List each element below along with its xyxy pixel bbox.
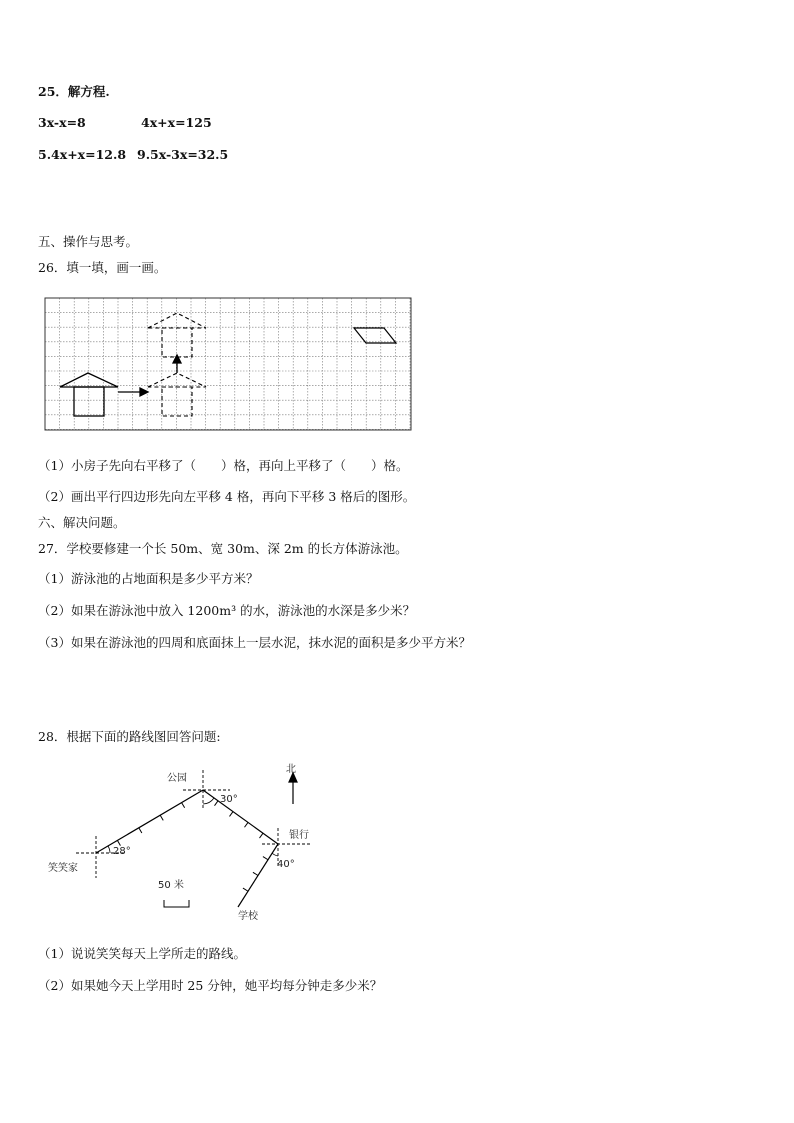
q25-equation-4: 9.5x-3x=32.5: [137, 147, 229, 162]
home-label: 笑笑家: [48, 863, 78, 874]
q28-sub-2: （2）如果她今天上学用时 25 分钟，她平均每分钟走多少米？: [38, 978, 383, 993]
north-arrow-icon: [289, 773, 297, 804]
bank-label: 银行: [289, 830, 309, 841]
angle-home-label: 28°: [113, 846, 131, 857]
section-5-title: 五、操作与思考。: [38, 234, 139, 249]
angle-park-label: 30°: [220, 794, 238, 805]
grid-border: [45, 298, 411, 430]
parallelogram: [354, 328, 396, 343]
q26-sub-2: （2）画出平行四边形先向左平移 4 格，再向下平移 3 格后的图形。: [38, 489, 416, 504]
arrow-right-icon: [118, 388, 148, 396]
scale-label: 50 米: [158, 880, 184, 891]
q27-sub-2: （2）如果在游泳池中放入 1200m³ 的水，游泳池的水深是多少米？: [38, 603, 416, 618]
q26-title: 26．填一填，画一画。: [38, 260, 167, 275]
route-ticks: [117, 801, 268, 891]
arrow-up-icon: [173, 355, 181, 373]
dashed-house-moved-up: [148, 313, 206, 357]
park-label: 公园: [167, 773, 187, 784]
angle-bank-label: 40°: [277, 859, 295, 870]
grid-lines: [45, 298, 411, 430]
q26-sub-1: （1）小房子先向右平移了（ ）格，再向上平移了（ ）格。: [38, 458, 409, 473]
school-label: 学校: [238, 911, 258, 922]
q28-sub-1: （1）说说笑笑每天上学所走的路线。: [38, 946, 246, 961]
q27-title: 27．学校要修建一个长 50m、宽 30m、深 2m 的长方体游泳池。: [38, 541, 408, 556]
q27-sub-3: （3）如果在游泳池的四周和底面抹上一层水泥，抹水泥的面积是多少平方米？: [38, 635, 471, 650]
route-home-to-park: [96, 790, 203, 853]
section-6-title: 六、解决问题。: [38, 515, 126, 530]
route-map-figure: [40, 760, 360, 930]
q25-title: 25．解方程.: [38, 84, 110, 99]
q25-equation-3: 5.4x+x=12.8: [38, 147, 127, 162]
translation-grid-figure: [44, 297, 414, 432]
route-park-to-bank: [203, 790, 278, 844]
q25-equation-2: 4x+x=125: [141, 115, 212, 130]
scale-bar: [164, 900, 189, 907]
dashed-house-moved-right: [148, 373, 206, 416]
q25-equation-1: 3x-x=8: [38, 115, 86, 130]
q27-sub-1: （1）游泳池的占地面积是多少平方米？: [38, 571, 259, 586]
north-label: 北: [286, 764, 296, 775]
q28-title: 28．根据下面的路线图回答问题:: [38, 729, 221, 744]
